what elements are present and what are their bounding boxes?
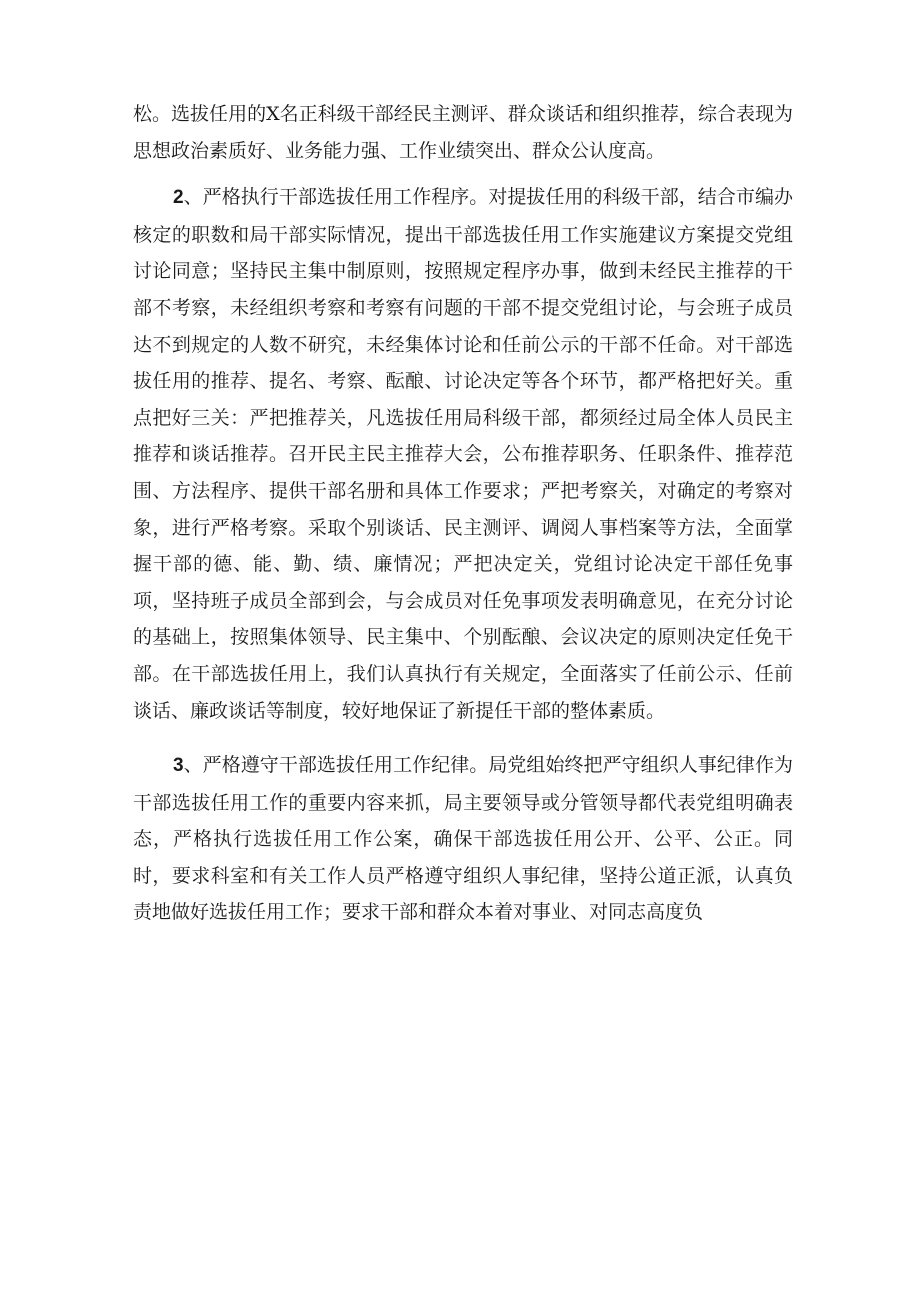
paragraph-2-number: 2 [173,187,184,209]
document-page [133,96,793,931]
paragraph-3-number: 3 [173,755,184,777]
paragraph-2-text: 、严格执行干部选拔任用工作程序。对提拔任用的科级干部，结合市编办核定的职数和局干部实际情况，提出干部选拔任用工作实施建议方案提交党组讨论同意；坚持民主集中制原则，按照规定程序办事，做到未经民主推荐的干部不考察，未经组织考察和考察有问题的干部不提交党组讨论，与会班子成员达不到规定的人数不研究，未经集体讨论和任前公示的干部不任命。对干部选拔任用的推荐、提名、考察、酝酿、讨论决定等各个环节，都严格把好关。重点把好三关：严把推荐关，凡选拔任用局科级干部，都须经过局全体人员民主推荐和谈话推荐。召开民主民主推荐大会，公布推荐职务、任职条件、推荐范围、方法程序、提供干部名册和具体工作要求；严把考察关，对确定的考察对象，进行严格考察。采取个别谈话、民主测评、调阅人事档案等方法，全面掌握干部的德、能、勤、绩、廉情况；严把决定关，党组讨论决定干部任免事项，坚持班子成员全部到会，与会成员对任免事项发表明确意见，在充分讨论的基础上，按照集体领导、民主集中、个别酝酿、会议决定的原则决定任免干部。在干部选拔任用上，我们认真执行有关规定，全面落实了任前公示、任前谈话、廉政谈话等制度，较好地保证了新提任干部的整体素质。 [133,186,793,722]
paragraph-3-text: 、严格遵守干部选拔任用工作纪律。局党组始终把严守组织人事纪律作为干部选拔任用工作的重要内容来抓，局主要领导或分管领导都代表党组明确表态，严格执行选拔任用工作公案，确保干部选拔任用公开、公平、公正。同时，要求科室和有关工作人员严格遵守组织人事纪律，坚持公道正派，认真负责地做好选拔任用工作；要求干部和群众本着对事业、对同志高度负 [133,754,793,924]
paragraph-1-text: 松。选拔任用的X名正科级干部经民主测评、群众谈话和组织推荐，综合表现为思想政治素质好、业务能力强、工作业绩突出、群众公认度高。 [133,103,793,162]
paragraph-item-3 [133,747,793,931]
paragraph-continuation [133,96,793,169]
paragraph-item-2 [133,179,793,729]
